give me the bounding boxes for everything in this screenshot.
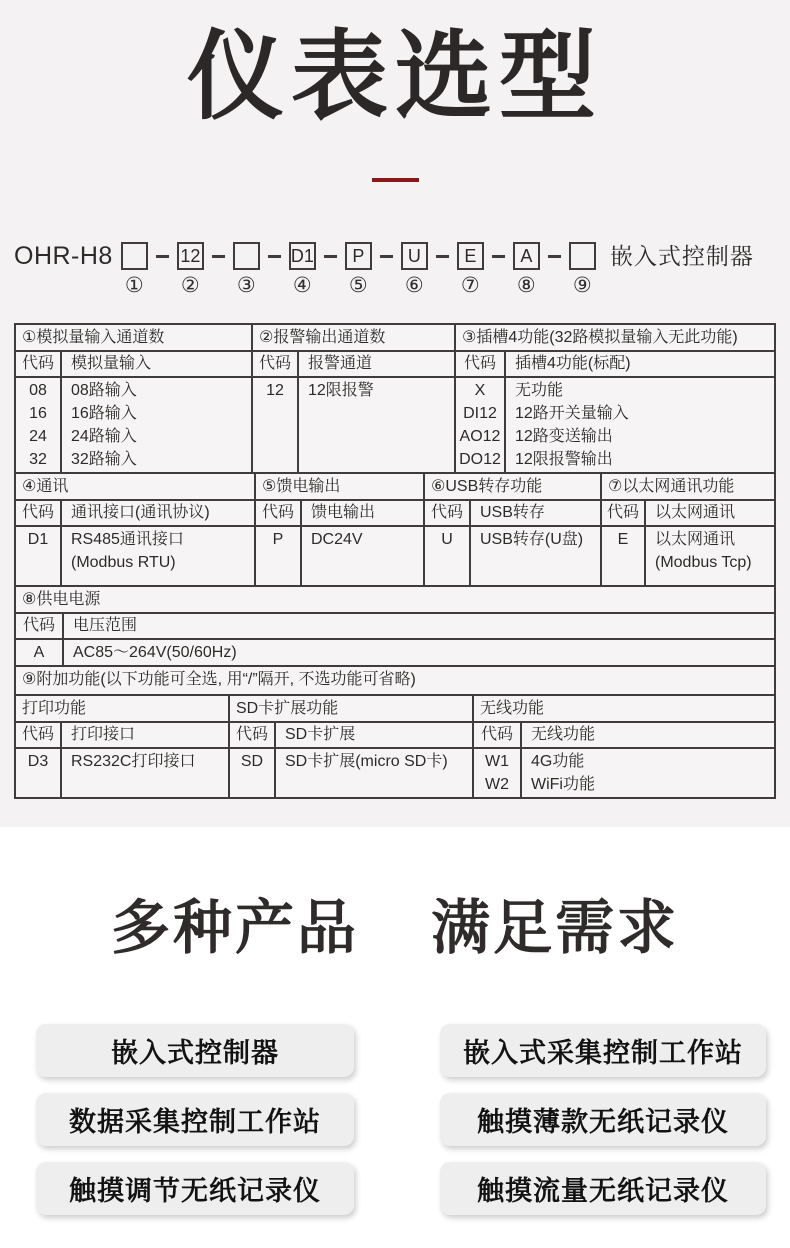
code-header: 代码: [16, 352, 62, 376]
desc-cell: 12路开关量输入: [515, 404, 629, 422]
model-box-9: [569, 242, 596, 297]
model-box-7: [457, 242, 484, 297]
desc-header: 无线功能: [531, 725, 596, 743]
code-cell: 24: [29, 427, 47, 445]
circled-number-3: ③: [236, 273, 256, 297]
desc-header: 报警通道: [308, 354, 373, 372]
code-cell: A: [33, 643, 45, 661]
dash-separator: [548, 255, 561, 258]
product-grid: [36, 1024, 790, 1215]
selection-table: [14, 323, 776, 799]
dash-separator: [492, 255, 505, 258]
desc-cell: RS485通讯接口: [71, 530, 184, 548]
code-cell: W1: [485, 752, 509, 770]
desc-cell: RS232C打印接口: [71, 752, 196, 770]
section-note: ⑨附加功能(以下功能可全选, 用“/”隔开, 不选功能可省略): [22, 670, 416, 688]
section-title: ⑤馈电输出: [256, 474, 423, 501]
red-dash-divider: [372, 178, 419, 182]
section-power-supply: [16, 587, 774, 665]
model-box-3: [233, 242, 260, 297]
section-additional-functions: [16, 667, 774, 694]
section-title: 无线功能: [474, 696, 774, 723]
desc-header: 电压范围: [73, 616, 138, 634]
desc-cell: 无功能: [515, 381, 564, 399]
desc-cell: USB转存(U盘): [480, 530, 584, 548]
product-button-touch-regulating-paperless-recorder[interactable]: 触摸调节无纸记录仪: [36, 1162, 354, 1215]
code-cell: 16: [29, 404, 47, 422]
code-cell: DI12: [463, 404, 497, 422]
section-slot4-function: [456, 325, 774, 472]
model-suffix: 嵌入式控制器: [609, 242, 754, 269]
desc-header: 打印接口: [71, 725, 136, 743]
desc-cell: 24路输入: [71, 427, 137, 445]
model-box-1: [121, 242, 148, 297]
desc-cell: DC24V: [311, 530, 363, 548]
section-title: ⑦以太网通讯功能: [602, 474, 774, 501]
product-button-touch-slim-paperless-recorder[interactable]: 触摸薄款无纸记录仪: [440, 1093, 766, 1146]
model-box-value: [233, 242, 260, 270]
dash-separator: [324, 255, 337, 258]
section-wireless: [474, 696, 774, 797]
section-communication: [16, 474, 256, 585]
code-header: 代码: [230, 723, 276, 747]
dash-separator: [212, 255, 225, 258]
desc-header: 通讯接口(通讯协议): [71, 503, 210, 521]
product-button-touch-flow-paperless-recorder[interactable]: 触摸流量无纸记录仪: [440, 1162, 766, 1215]
product-button-embedded-acquisition-workstation[interactable]: 嵌入式采集控制工作站: [440, 1024, 766, 1077]
code-header: 代码: [425, 501, 471, 525]
code-header: 代码: [474, 723, 522, 747]
dash-separator: [436, 255, 449, 258]
desc-cell: 12限报警输出: [515, 450, 613, 468]
code-cell: W2: [485, 775, 509, 793]
code-cell: 32: [29, 450, 47, 468]
section-title: ④通讯: [16, 474, 254, 501]
desc-cell-line2: (Modbus Tcp): [655, 553, 752, 571]
desc-cell: 32路输入: [71, 450, 137, 468]
code-cell: U: [441, 530, 453, 548]
products-section: [0, 827, 790, 1248]
dash-separator: [268, 255, 281, 258]
dash-separator: [380, 255, 393, 258]
desc-cell: 4G功能: [531, 752, 585, 770]
code-cell: 08: [29, 381, 47, 399]
circled-number-5: ⑤: [348, 273, 368, 297]
code-cell: D1: [27, 530, 49, 548]
section-analog-inputs: [16, 325, 253, 472]
circled-number-2: ②: [180, 273, 200, 297]
table-band-1: [16, 325, 774, 474]
model-box-4: [289, 242, 316, 297]
table-band-4: [16, 667, 774, 696]
section-title: ①模拟量输入通道数: [16, 325, 251, 352]
products-heading-left: 多种产品: [110, 895, 359, 961]
model-box-value: [569, 242, 596, 270]
desc-cell: 12路变送输出: [515, 427, 613, 445]
code-header: 代码: [253, 352, 299, 376]
code-cell: SD: [240, 752, 264, 770]
section-alarm-outputs: [253, 325, 456, 472]
section-title: ⑥USB转存功能: [425, 474, 600, 501]
model-code-line: [14, 242, 790, 297]
desc-header: 模拟量输入: [71, 354, 152, 372]
page-title: 仪表选型: [187, 22, 603, 131]
desc-cell: WiFi功能: [531, 775, 595, 793]
model-box-2: [177, 242, 204, 297]
desc-cell: 16路输入: [71, 404, 137, 422]
table-band-3: [16, 587, 774, 667]
model-box-value: E: [457, 242, 484, 270]
model-box-value: U: [401, 242, 428, 270]
desc-header: USB转存: [480, 503, 545, 521]
code-cell: D3: [27, 752, 49, 770]
model-box-value: D1: [289, 242, 316, 270]
desc-cell: 12限报警: [308, 381, 374, 399]
code-header: 代码: [16, 723, 62, 747]
desc-cell: SD卡扩展(micro SD卡): [285, 752, 448, 770]
circled-number-7: ⑦: [460, 273, 480, 297]
desc-header: 以太网通讯: [655, 503, 736, 521]
code-cell: E: [617, 530, 629, 548]
section-title: 打印功能: [16, 696, 228, 723]
model-box-value: 12: [177, 242, 204, 270]
code-cell: X: [474, 381, 486, 399]
model-box-value: P: [345, 242, 372, 270]
code-header: 代码: [256, 501, 302, 525]
code-cell: P: [272, 530, 284, 548]
table-band-2: [16, 474, 774, 587]
section-ethernet: [602, 474, 774, 585]
product-button-data-acquisition-workstation[interactable]: 数据采集控制工作站: [36, 1093, 354, 1146]
desc-cell: AC85～264V(50/60Hz): [73, 643, 237, 661]
desc-cell-line2: (Modbus RTU): [71, 553, 176, 571]
desc-header: 插槽4功能(标配): [515, 354, 631, 372]
code-header: 代码: [456, 352, 506, 376]
circled-number-9: ⑨: [572, 273, 592, 297]
products-heading-right: 满足需求: [431, 895, 680, 961]
code-cell: DO12: [459, 450, 501, 468]
section-print: [16, 696, 230, 797]
section-title: SD卡扩展功能: [230, 696, 472, 723]
product-button-embedded-controller[interactable]: 嵌入式控制器: [36, 1024, 354, 1077]
model-box-5: [345, 242, 372, 297]
desc-cell: 以太网通讯: [655, 530, 736, 548]
code-header: 代码: [602, 501, 646, 525]
model-box-value: [121, 242, 148, 270]
code-header: 代码: [16, 501, 62, 525]
model-box-value: A: [513, 242, 540, 270]
desc-header: 馈电输出: [311, 503, 376, 521]
model-box-6: [401, 242, 428, 297]
section-title: ⑧供电电源: [16, 587, 774, 614]
desc-cell: 08路输入: [71, 381, 137, 399]
model-prefix: OHR-H8: [14, 241, 113, 270]
section-usb-transfer: [425, 474, 602, 585]
section-power-feed-output: [256, 474, 425, 585]
section-sd-card: [230, 696, 474, 797]
code-header: 代码: [16, 614, 64, 638]
circled-number-4: ④: [292, 273, 312, 297]
products-heading: [0, 827, 790, 961]
circled-number-8: ⑧: [516, 273, 536, 297]
desc-header: SD卡扩展: [285, 725, 356, 743]
model-box-8: [513, 242, 540, 297]
circled-number-6: ⑥: [404, 273, 424, 297]
section-title: ②报警输出通道数: [253, 325, 454, 352]
code-cell: AO12: [459, 427, 501, 445]
dash-separator: [156, 255, 169, 258]
code-cell: 12: [266, 381, 284, 399]
section-title: ③插槽4功能(32路模拟量输入无此功能): [456, 325, 774, 352]
table-band-5: [16, 696, 774, 797]
circled-number-1: ①: [124, 273, 144, 297]
